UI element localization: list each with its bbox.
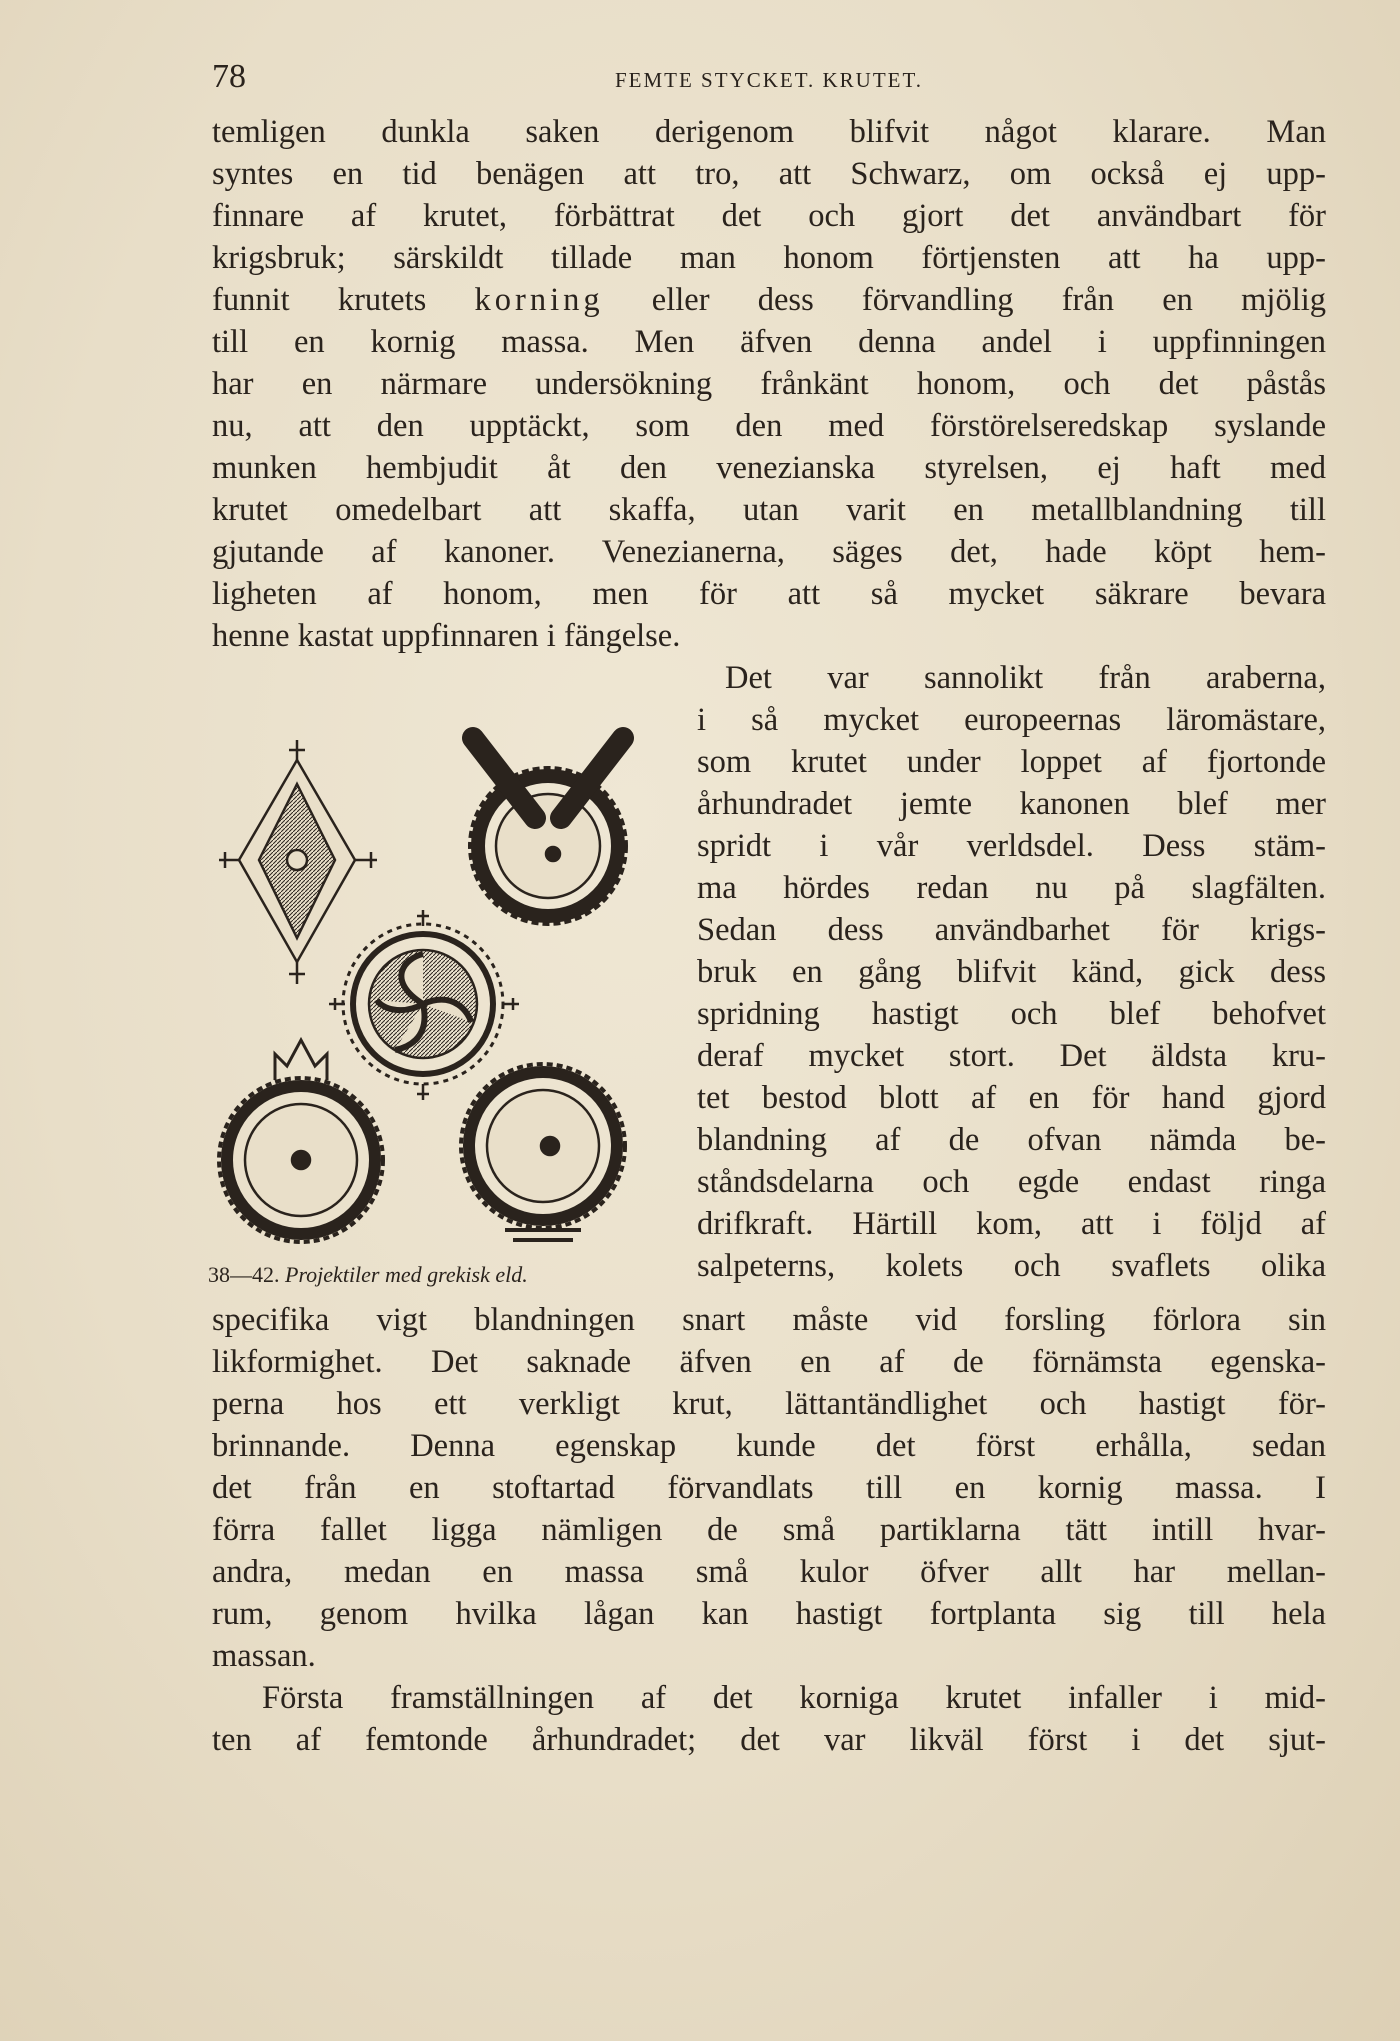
caption-number: 38—42.: [208, 1262, 280, 1287]
left-gear-projectile: [219, 1040, 383, 1242]
text-line: munken hembjudit åt den venezianska styrelsen, ej haft med: [212, 450, 1326, 486]
text-line: specifika vigt blandningen snart måste vid forsling förlora sin: [212, 1302, 1326, 1338]
text-line: spridt i vår verldsdel. Dess stäm-: [697, 828, 1326, 864]
text-line: ma hördes redan nu på slagfälten.: [697, 870, 1326, 906]
caption-text: Projektiler med grekisk eld.: [285, 1262, 528, 1287]
greek-fire-projectiles-figure: [205, 700, 685, 1260]
running-title: FEMTE STYCKET. KRUTET.: [614, 68, 924, 92]
text-line: krutet omedelbart att skaffa, utan varit en metallblandning till: [212, 492, 1326, 528]
text-line: spridning hastigt och blef behofvet: [697, 996, 1326, 1032]
text-line: deraf mycket stort. Det äldsta kru-: [697, 1038, 1326, 1074]
text-line: som krutet under loppet af fjortonde: [697, 744, 1326, 780]
text-line: blandning af de ofvan nämda be-: [697, 1122, 1326, 1158]
text-line: massan.: [212, 1638, 316, 1674]
text-fragment: eller dess förvandling från en mjölig: [603, 282, 1327, 318]
swirl-wheel-projectile: [329, 910, 519, 1100]
diamond-projectile: [219, 740, 377, 984]
ring-projectile: [470, 738, 626, 924]
page-header: [212, 58, 1326, 98]
text-line: henne kastat uppfinnaren i fängelse.: [212, 618, 681, 654]
text-line: salpeterns, kolets och svaflets olika: [697, 1248, 1326, 1284]
text-line: det från en stoftartad förvandlats till en kornig massa. I: [212, 1470, 1326, 1506]
text-line: brinnande. Denna egenskap kunde det först erhålla, sedan: [212, 1428, 1326, 1464]
text-line: krigsbruk; särskildt tillade man honom förtjensten att ha upp-: [212, 240, 1326, 276]
text-line: i så mycket europeernas läromästare,: [697, 702, 1326, 738]
text-line: gjutande af kanoner. Venezianerna, säges det, hade köpt hem-: [212, 534, 1326, 570]
text-line: ståndsdelarna och egde endast ringa: [697, 1164, 1326, 1200]
text-line: till en kornig massa. Men äfven denna andel i uppfinningen: [212, 324, 1326, 360]
text-line: bruk en gång blifvit känd, gick dess: [697, 954, 1326, 990]
text-line: Det var sannolikt från araberna,: [725, 660, 1326, 696]
text-line: nu, att den upptäckt, som den med förstörelseredskap syslande: [212, 408, 1326, 444]
text-line: drifkraft. Härtill kom, att i följd af: [697, 1206, 1326, 1242]
right-gear-projectile: [461, 1064, 625, 1240]
text-line: har en närmare undersökning frånkänt honom, och det påstås: [212, 366, 1326, 402]
figure-caption: [208, 1262, 678, 1288]
text-line: Första framställningen af det korniga krutet infaller i mid-: [262, 1680, 1326, 1716]
text-line: tet bestod blott af en för hand gjord: [697, 1080, 1326, 1116]
text-line: temligen dunkla saken derigenom blifvit något klarare. Man: [212, 114, 1326, 150]
text-line: syntes en tid benägen att tro, att Schwarz, om också ej upp-: [212, 156, 1326, 192]
text-line: rum, genom hvilka lågan kan hastigt fortplanta sig till hela: [212, 1596, 1326, 1632]
text-fragment: funnit krutets: [212, 282, 475, 318]
spaced-term: korning: [474, 282, 604, 318]
text-line: perna hos ett verkligt krut, lättantändlighet och hastigt för-: [212, 1386, 1326, 1422]
text-line: ten af femtonde århundradet; det var likväl först i det sjut-: [212, 1722, 1326, 1758]
text-line: förra fallet ligga nämligen de små partiklarna tätt intill hvar-: [212, 1512, 1326, 1548]
text-line: [212, 280, 1326, 320]
page-number: 78: [212, 58, 246, 95]
text-line: ligheten af honom, men för att så mycket säkrare bevara: [212, 576, 1326, 612]
text-line: likformighet. Det saknade äfven en af de förnämsta egenska-: [212, 1344, 1326, 1380]
text-line: finnare af krutet, förbättrat det och gjort det användbart för: [212, 198, 1326, 234]
text-line: andra, medan en massa små kulor öfver allt har mellan-: [212, 1554, 1326, 1590]
projectile-illustration: [205, 700, 685, 1260]
text-line: århundradet jemte kanonen blef mer: [697, 786, 1326, 822]
text-line: Sedan dess användbarhet för krigs-: [697, 912, 1326, 948]
